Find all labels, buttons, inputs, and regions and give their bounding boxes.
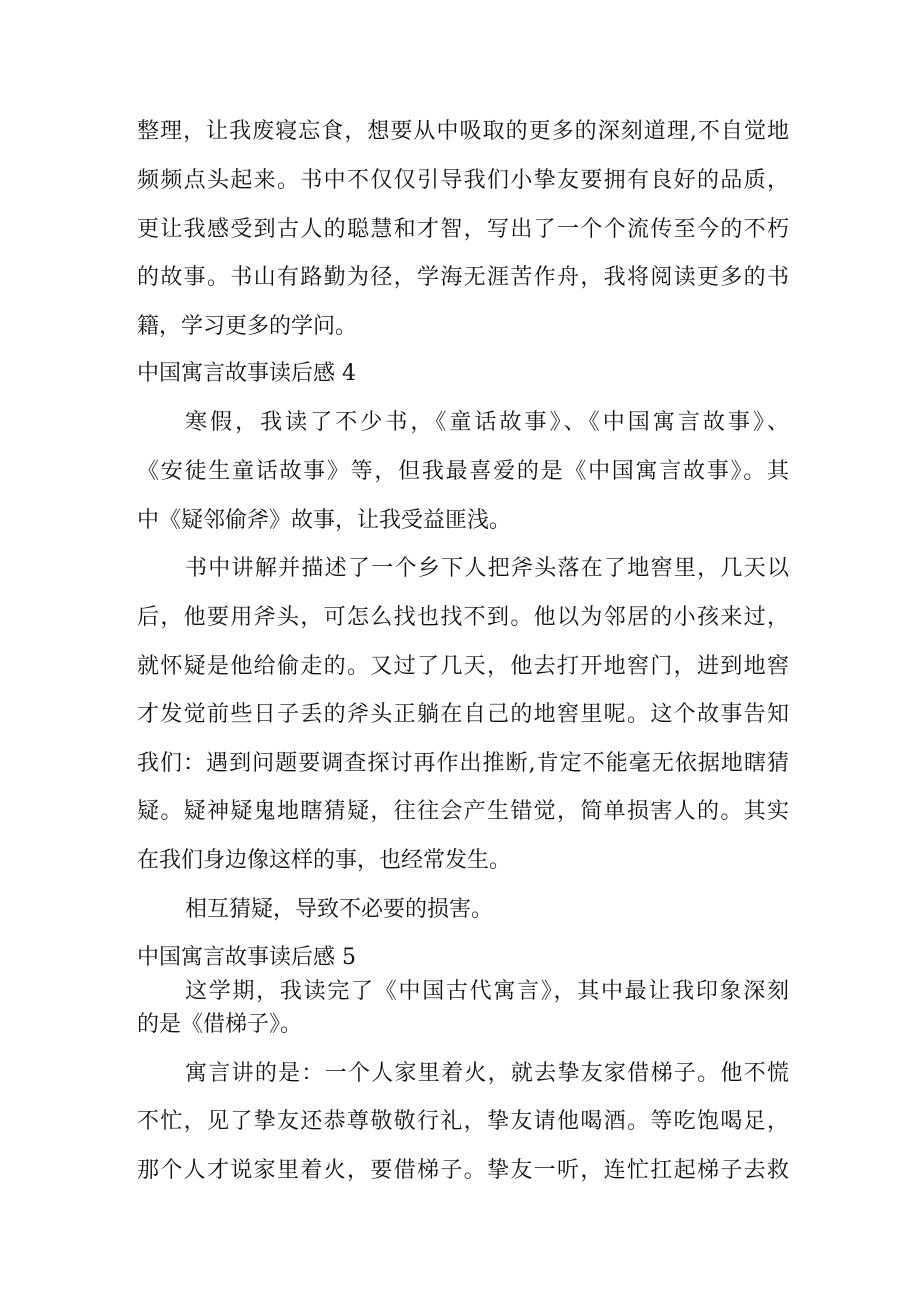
paragraph-line: 籍，学习更多的学问。	[137, 314, 358, 339]
paragraph-line: 在我们身边像这样的事，也经常发生。	[137, 848, 512, 873]
paragraph-line: 寓言讲的是：一个人家里着火，就去挚友家借梯子。他不慌	[185, 1061, 789, 1086]
section-heading: 中国寓言故事读后感 5	[137, 945, 356, 970]
paragraph-line: 更让我感受到古人的聪慧和才智，写出了一个个流传至今的不朽	[137, 217, 789, 242]
paragraph-line: 不忙，见了挚友还恭尊敬敬行礼，挚友请他喝酒。等吃饱喝足，	[137, 1109, 789, 1134]
paragraph-line: 中《疑邻偷斧》故事，让我受益匪浅。	[137, 508, 512, 533]
paragraph-line: 我们：遇到问题要调查探讨再作出推断,肯定不能毫无依据地瞎猜	[137, 751, 789, 776]
paragraph-line: 频频点头起来。书中不仅仅引导我们小挚友要拥有良好的品质，	[137, 168, 789, 193]
paragraph-line: 那个人才说家里着火，要借梯子。挚友一听，连忙扛起梯子去救	[137, 1158, 789, 1183]
paragraph-line: 书中讲解并描述了一个乡下人把斧头落在了地窖里，几天以	[185, 556, 789, 581]
section-heading: 中国寓言故事读后感 4	[137, 361, 356, 386]
paragraph-line: 的故事。书山有路勤为径，学海无涯苦作舟，我将阅读更多的书	[137, 265, 789, 290]
paragraph-line: 才发觉前些日子丢的斧头正躺在自己的地窖里呢。这个故事告知	[137, 702, 789, 727]
paragraph-line: 相互猜疑，导致不必要的损害。	[185, 897, 494, 922]
paragraph-line: 就怀疑是他给偷走的。又过了几天，他去打开地窖门，进到地窖	[137, 654, 789, 679]
paragraph-line: 后，他要用斧头，可怎么找也找不到。他以为邻居的小孩来过，	[137, 605, 789, 630]
paragraph-line: 寒假，我读了不少书，《童话故事》、《中国寓言故事》、	[185, 410, 789, 435]
paragraph-line: 的是《借梯子》。	[137, 1012, 303, 1037]
paragraph-line: 这学期，我读完了《中国古代寓言》，其中最让我印象深刻	[185, 979, 789, 1004]
paragraph-line: 《安徒生童话故事》等，但我最喜爱的是《中国寓言故事》。其	[137, 459, 789, 484]
paragraph-line: 整理，让我废寝忘食，想要从中吸取的更多的深刻道理,不自觉地	[137, 119, 789, 144]
paragraph-line: 疑。疑神疑鬼地瞎猜疑，往往会产生错觉，简单损害人的。其实	[137, 799, 789, 824]
